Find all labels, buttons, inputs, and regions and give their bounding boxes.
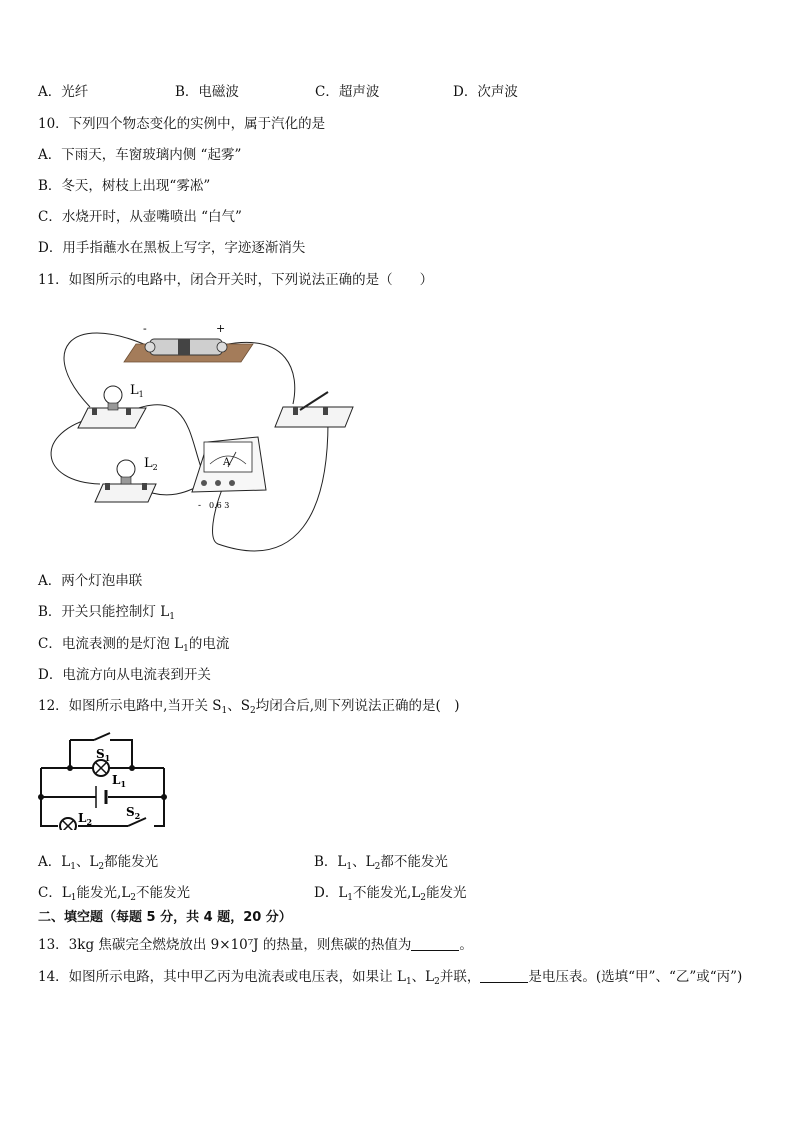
switch-board <box>275 407 353 427</box>
q11-option-c: C．电流表测的是灯泡 $L_1$的电流 <box>38 636 230 654</box>
lamp-l2-label: $L_2$ <box>144 456 158 472</box>
q12-stem: 12．如图所示电路中,当开关 $S_1$、$S_2$均闭合后,则下列说法正确的是( ) <box>38 698 460 716</box>
lamp-l2-bulb <box>117 460 135 478</box>
s2-label: $S_2$ <box>126 805 141 821</box>
q9-option-d: D．次声波 <box>453 84 518 100</box>
lamp-l1-label: $L_1$ <box>130 383 144 399</box>
switch-s1 <box>94 733 110 740</box>
l2-label: $L_2$ <box>78 811 93 827</box>
q10-option-a: A．下雨天，车窗玻璃内侧 “起雾” <box>38 147 242 163</box>
q12-option-d: D．$L_1$不能发光$,L_2$能发光 <box>314 885 467 903</box>
s1-label: $S_1$ <box>96 747 111 763</box>
q10-option-d: D．用手指蘸水在黑板上写字，字迹逐渐消失 <box>38 240 306 256</box>
q13-answer-blank[interactable] <box>411 937 459 951</box>
q9-option-a: A．光纤 <box>38 84 89 100</box>
q10-option-c: C．水烧开时，从壶嘴喷出 “白气” <box>38 209 242 225</box>
q12-circuit-figure <box>36 730 176 830</box>
q12-option-c: C．$L_1$能发光$,L_2$不能发光 <box>38 885 191 903</box>
battery-plus-label: + <box>216 322 226 335</box>
q11-option-d: D．电流方向从电流表到开关 <box>38 667 211 683</box>
ammeter-scale-label: 0.6 3 <box>209 501 230 510</box>
lamp-l2-symbol <box>60 818 76 830</box>
ammeter-symbol: A <box>223 457 231 468</box>
l1-label: $L_1$ <box>112 773 127 789</box>
q10-stem: 10．下列四个物态变化的实例中，属于汽化的是 <box>38 116 326 132</box>
section-heading-fill-in: 二、填空题（每题 5 分，共 4 题，20 分） <box>38 910 292 925</box>
q11-stem: 11．如图所示的电路中，闭合开关时，下列说法正确的是（ ） <box>38 272 434 288</box>
q12-option-b: B．$L_1$、$L_2$都不能发光 <box>314 854 448 872</box>
q9-option-b: B．电磁波 <box>175 84 239 100</box>
q10-option-b: B．冬天，树枝上出现“雾凇” <box>38 178 211 194</box>
q11-option-b: B．开关只能控制灯 $L_1$ <box>38 604 175 622</box>
q14-answer-blank[interactable] <box>480 969 528 983</box>
q12-option-a: A．$L_1$、$L_2$都能发光 <box>38 854 159 872</box>
ammeter-minus-label: - <box>198 501 202 511</box>
q9-option-c: C．超声波 <box>315 84 380 100</box>
q14-stem: 14．如图所示电路，其中甲乙丙为电流表或电压表，如果让 $L_1$、$L_2$并联， 是电压表。(选填“甲”、“乙”或“丙”) <box>38 969 743 987</box>
q11-circuit-figure <box>38 312 368 557</box>
q11-option-a: A．两个灯泡串联 <box>38 573 143 589</box>
battery-minus-label: - <box>143 322 147 335</box>
lamp-l1-board <box>78 408 146 428</box>
q13-stem: 13．3kg 焦碳完全燃烧放出 9×10⁷J 的热量，则焦碳的热值为 。 <box>38 937 473 953</box>
lamp-l1-bulb <box>104 386 122 404</box>
